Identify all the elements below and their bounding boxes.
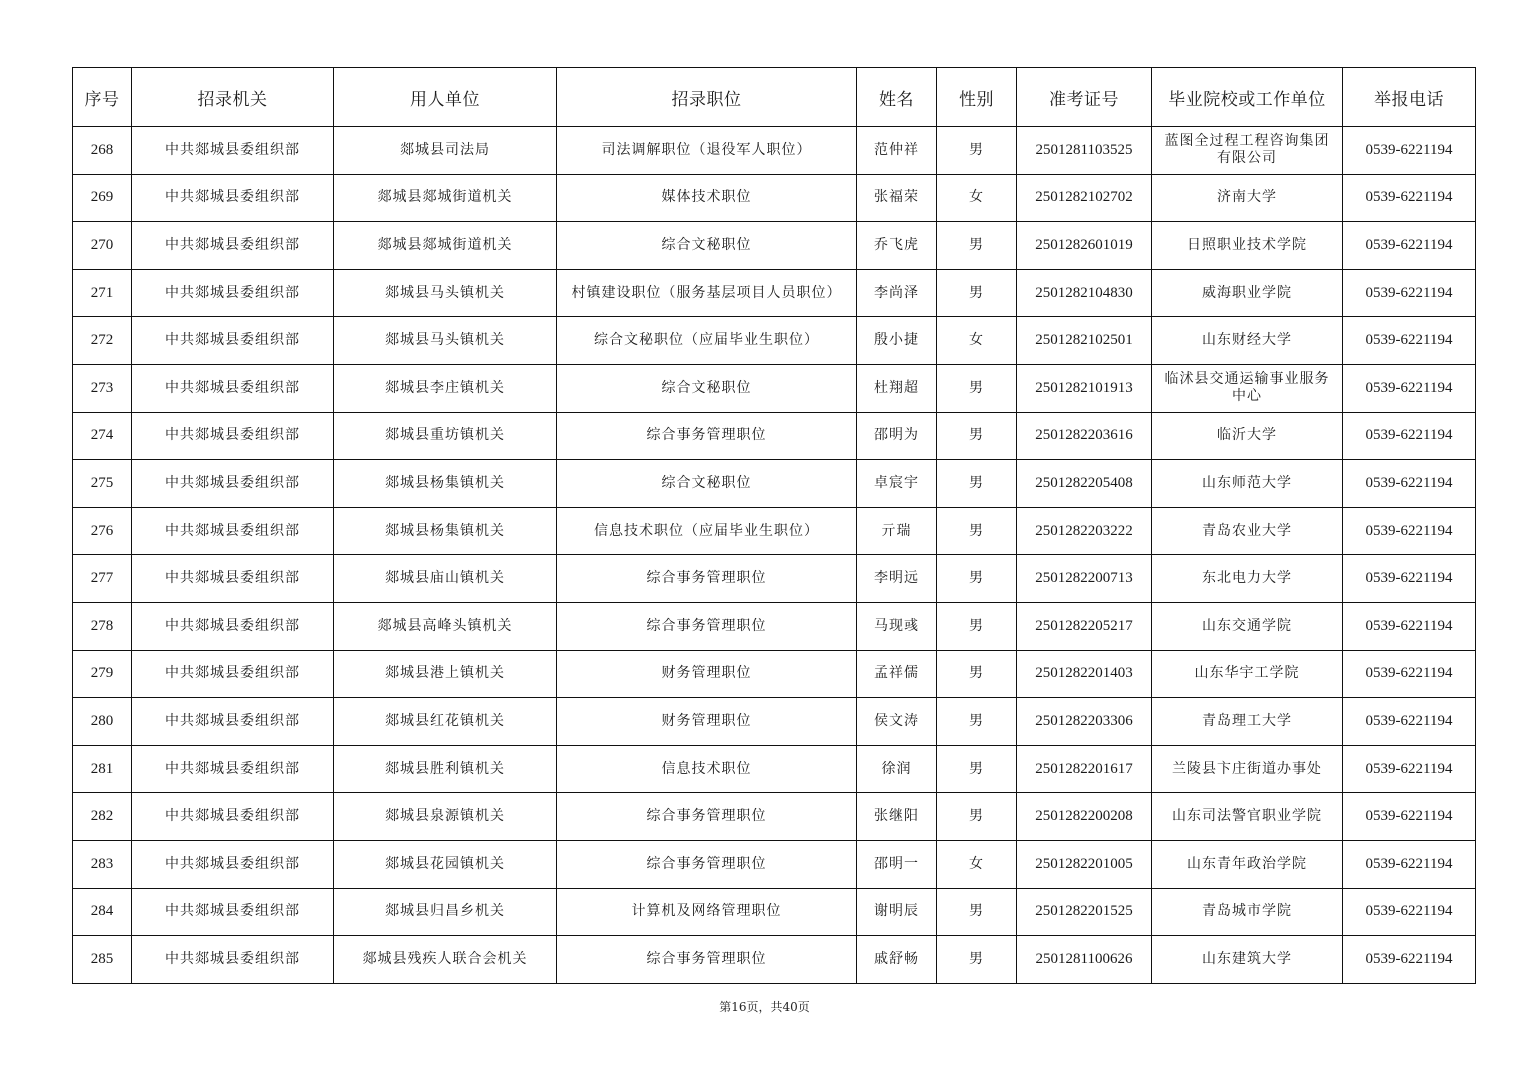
cell-school: 青岛城市学院 (1152, 888, 1343, 936)
cell-school: 兰陵县卞庄街道办事处 (1152, 745, 1343, 793)
cell-name: 邵明为 (857, 412, 937, 460)
header-serial: 序号 (73, 68, 132, 127)
cell-name: 乔飞虎 (857, 222, 937, 270)
cell-exam-id: 2501282200208 (1017, 793, 1152, 841)
table-row (73, 174, 1476, 222)
page-footer: 第16页，共40页 (719, 1000, 810, 1014)
cell-position: 计算机及网络管理职位 (557, 888, 857, 936)
cell-phone: 0539-6221194 (1343, 650, 1476, 698)
cell-agency: 中共郯城县委组织部 (132, 127, 334, 175)
cell-serial: 274 (73, 412, 132, 460)
cell-serial: 275 (73, 460, 132, 508)
cell-exam-id: 2501281100626 (1017, 936, 1152, 984)
header-position: 招录职位 (557, 68, 857, 127)
cell-name: 侯文涛 (857, 698, 937, 746)
table-row (73, 793, 1476, 841)
cell-agency: 中共郯城县委组织部 (132, 936, 334, 984)
cell-serial: 278 (73, 602, 132, 650)
cell-position: 综合事务管理职位 (557, 602, 857, 650)
cell-gender: 男 (937, 698, 1017, 746)
cell-exam-id: 2501282102501 (1017, 317, 1152, 365)
cell-unit: 郯城县泉源镇机关 (334, 793, 557, 841)
cell-phone: 0539-6221194 (1343, 269, 1476, 317)
cell-unit: 郯城县司法局 (334, 127, 557, 175)
cell-serial: 285 (73, 936, 132, 984)
table-row (73, 269, 1476, 317)
cell-agency: 中共郯城县委组织部 (132, 555, 334, 603)
cell-school: 山东建筑大学 (1152, 936, 1343, 984)
cell-gender: 男 (937, 269, 1017, 317)
cell-serial: 283 (73, 840, 132, 888)
cell-serial: 271 (73, 269, 132, 317)
cell-school: 威海职业学院 (1152, 269, 1343, 317)
cell-phone: 0539-6221194 (1343, 936, 1476, 984)
cell-agency: 中共郯城县委组织部 (132, 698, 334, 746)
table-row (73, 602, 1476, 650)
cell-unit: 郯城县杨集镇机关 (334, 460, 557, 508)
table-row (73, 936, 1476, 984)
header-phone: 举报电话 (1343, 68, 1476, 127)
cell-unit: 郯城县马头镇机关 (334, 269, 557, 317)
cell-school: 山东华宇工学院 (1152, 650, 1343, 698)
cell-gender: 女 (937, 840, 1017, 888)
cell-agency: 中共郯城县委组织部 (132, 222, 334, 270)
cell-agency: 中共郯城县委组织部 (132, 364, 334, 412)
cell-phone: 0539-6221194 (1343, 888, 1476, 936)
cell-exam-id: 2501282101913 (1017, 364, 1152, 412)
cell-gender: 男 (937, 364, 1017, 412)
cell-gender: 男 (937, 127, 1017, 175)
cell-name: 徐润 (857, 745, 937, 793)
cell-name: 李尚泽 (857, 269, 937, 317)
cell-name: 马现彧 (857, 602, 937, 650)
cell-gender: 男 (937, 602, 1017, 650)
cell-serial: 273 (73, 364, 132, 412)
cell-gender: 女 (937, 174, 1017, 222)
cell-name: 张继阳 (857, 793, 937, 841)
cell-position: 财务管理职位 (557, 698, 857, 746)
cell-school: 山东交通学院 (1152, 602, 1343, 650)
cell-unit: 郯城县红花镇机关 (334, 698, 557, 746)
cell-agency: 中共郯城县委组织部 (132, 650, 334, 698)
cell-gender: 男 (937, 555, 1017, 603)
cell-phone: 0539-6221194 (1343, 793, 1476, 841)
cell-agency: 中共郯城县委组织部 (132, 793, 334, 841)
cell-unit: 郯城县花园镇机关 (334, 840, 557, 888)
cell-exam-id: 2501282203306 (1017, 698, 1152, 746)
table-row (73, 555, 1476, 603)
cell-gender: 男 (937, 460, 1017, 508)
table-row (73, 460, 1476, 508)
cell-phone: 0539-6221194 (1343, 317, 1476, 365)
cell-school: 青岛理工大学 (1152, 698, 1343, 746)
cell-name: 邵明一 (857, 840, 937, 888)
cell-phone: 0539-6221194 (1343, 174, 1476, 222)
cell-school: 青岛农业大学 (1152, 507, 1343, 555)
cell-position: 综合事务管理职位 (557, 793, 857, 841)
table-row (73, 650, 1476, 698)
cell-position: 媒体技术职位 (557, 174, 857, 222)
cell-serial: 280 (73, 698, 132, 746)
cell-school: 济南大学 (1152, 174, 1343, 222)
cell-serial: 281 (73, 745, 132, 793)
header-gender: 性别 (937, 68, 1017, 127)
cell-agency: 中共郯城县委组织部 (132, 507, 334, 555)
cell-gender: 男 (937, 507, 1017, 555)
cell-agency: 中共郯城县委组织部 (132, 745, 334, 793)
cell-name: 殷小捷 (857, 317, 937, 365)
cell-exam-id: 2501281103525 (1017, 127, 1152, 175)
cell-position: 综合事务管理职位 (557, 936, 857, 984)
cell-exam-id: 2501282205408 (1017, 460, 1152, 508)
header-name: 姓名 (857, 68, 937, 127)
cell-phone: 0539-6221194 (1343, 840, 1476, 888)
cell-position: 综合文秘职位 (557, 222, 857, 270)
cell-unit: 郯城县残疾人联合会机关 (334, 936, 557, 984)
table-row (73, 507, 1476, 555)
cell-name: 卓宸宇 (857, 460, 937, 508)
cell-position: 综合事务管理职位 (557, 412, 857, 460)
cell-unit: 郯城县马头镇机关 (334, 317, 557, 365)
cell-school: 临沭县交通运输事业服务中心 (1152, 364, 1343, 412)
cell-gender: 男 (937, 793, 1017, 841)
table-row (73, 222, 1476, 270)
cell-unit: 郯城县港上镇机关 (334, 650, 557, 698)
cell-agency: 中共郯城县委组织部 (132, 888, 334, 936)
cell-serial: 269 (73, 174, 132, 222)
cell-phone: 0539-6221194 (1343, 555, 1476, 603)
table-row (73, 412, 1476, 460)
recruitment-table (72, 67, 1476, 984)
cell-exam-id: 2501282201617 (1017, 745, 1152, 793)
cell-phone: 0539-6221194 (1343, 222, 1476, 270)
cell-school: 山东师范大学 (1152, 460, 1343, 508)
cell-school: 日照职业技术学院 (1152, 222, 1343, 270)
cell-position: 综合文秘职位（应届毕业生职位） (557, 317, 857, 365)
cell-serial: 272 (73, 317, 132, 365)
cell-unit: 郯城县郯城街道机关 (334, 174, 557, 222)
cell-exam-id: 2501282102702 (1017, 174, 1152, 222)
cell-exam-id: 2501282201005 (1017, 840, 1152, 888)
cell-unit: 郯城县李庄镇机关 (334, 364, 557, 412)
cell-name: 谢明辰 (857, 888, 937, 936)
cell-agency: 中共郯城县委组织部 (132, 412, 334, 460)
cell-gender: 男 (937, 936, 1017, 984)
cell-position: 综合文秘职位 (557, 364, 857, 412)
cell-agency: 中共郯城县委组织部 (132, 174, 334, 222)
table-row (73, 698, 1476, 746)
cell-unit: 郯城县重坊镇机关 (334, 412, 557, 460)
cell-phone: 0539-6221194 (1343, 127, 1476, 175)
cell-position: 综合文秘职位 (557, 460, 857, 508)
cell-agency: 中共郯城县委组织部 (132, 460, 334, 508)
cell-exam-id: 2501282203222 (1017, 507, 1152, 555)
cell-gender: 女 (937, 317, 1017, 365)
cell-serial: 279 (73, 650, 132, 698)
cell-position: 财务管理职位 (557, 650, 857, 698)
cell-unit: 郯城县归昌乡机关 (334, 888, 557, 936)
cell-school: 山东司法警官职业学院 (1152, 793, 1343, 841)
cell-agency: 中共郯城县委组织部 (132, 840, 334, 888)
cell-position: 司法调解职位（退役军人职位） (557, 127, 857, 175)
cell-serial: 284 (73, 888, 132, 936)
cell-gender: 男 (937, 888, 1017, 936)
cell-gender: 男 (937, 650, 1017, 698)
table-row (73, 127, 1476, 175)
cell-school: 临沂大学 (1152, 412, 1343, 460)
cell-unit: 郯城县杨集镇机关 (334, 507, 557, 555)
cell-position: 信息技术职位 (557, 745, 857, 793)
cell-gender: 男 (937, 745, 1017, 793)
cell-serial: 268 (73, 127, 132, 175)
cell-name: 张福荣 (857, 174, 937, 222)
table-header-row (73, 68, 1476, 127)
cell-serial: 277 (73, 555, 132, 603)
cell-phone: 0539-6221194 (1343, 745, 1476, 793)
cell-unit: 郯城县庙山镇机关 (334, 555, 557, 603)
cell-agency: 中共郯城县委组织部 (132, 269, 334, 317)
table-row (73, 364, 1476, 412)
cell-school: 蓝图全过程工程咨询集团有限公司 (1152, 127, 1343, 175)
cell-name: 杜翔超 (857, 364, 937, 412)
cell-position: 综合事务管理职位 (557, 555, 857, 603)
cell-school: 山东财经大学 (1152, 317, 1343, 365)
cell-name: 亓瑞 (857, 507, 937, 555)
cell-gender: 男 (937, 222, 1017, 270)
table-row (73, 745, 1476, 793)
cell-serial: 270 (73, 222, 132, 270)
table-row (73, 840, 1476, 888)
cell-unit: 郯城县胜利镇机关 (334, 745, 557, 793)
header-exam-id: 准考证号 (1017, 68, 1152, 127)
table-body (73, 127, 1476, 984)
cell-serial: 276 (73, 507, 132, 555)
cell-gender: 男 (937, 412, 1017, 460)
cell-phone: 0539-6221194 (1343, 460, 1476, 508)
cell-phone: 0539-6221194 (1343, 507, 1476, 555)
cell-agency: 中共郯城县委组织部 (132, 602, 334, 650)
cell-exam-id: 2501282200713 (1017, 555, 1152, 603)
header-agency: 招录机关 (132, 68, 334, 127)
cell-serial: 282 (73, 793, 132, 841)
cell-exam-id: 2501282201403 (1017, 650, 1152, 698)
cell-phone: 0539-6221194 (1343, 412, 1476, 460)
cell-agency: 中共郯城县委组织部 (132, 317, 334, 365)
cell-name: 孟祥儒 (857, 650, 937, 698)
cell-school: 东北电力大学 (1152, 555, 1343, 603)
cell-name: 戚舒畅 (857, 936, 937, 984)
cell-exam-id: 2501282104830 (1017, 269, 1152, 317)
cell-exam-id: 2501282601019 (1017, 222, 1152, 270)
cell-exam-id: 2501282201525 (1017, 888, 1152, 936)
cell-unit: 郯城县高峰头镇机关 (334, 602, 557, 650)
cell-name: 范仲祥 (857, 127, 937, 175)
cell-name: 李明远 (857, 555, 937, 603)
cell-phone: 0539-6221194 (1343, 602, 1476, 650)
table-row (73, 317, 1476, 365)
cell-position: 村镇建设职位（服务基层项目人员职位） (557, 269, 857, 317)
cell-exam-id: 2501282203616 (1017, 412, 1152, 460)
cell-position: 综合事务管理职位 (557, 840, 857, 888)
cell-phone: 0539-6221194 (1343, 364, 1476, 412)
table-row (73, 888, 1476, 936)
cell-school: 山东青年政治学院 (1152, 840, 1343, 888)
cell-unit: 郯城县郯城街道机关 (334, 222, 557, 270)
header-school: 毕业院校或工作单位 (1152, 68, 1343, 127)
cell-exam-id: 2501282205217 (1017, 602, 1152, 650)
cell-position: 信息技术职位（应届毕业生职位） (557, 507, 857, 555)
cell-phone: 0539-6221194 (1343, 698, 1476, 746)
header-unit: 用人单位 (334, 68, 557, 127)
